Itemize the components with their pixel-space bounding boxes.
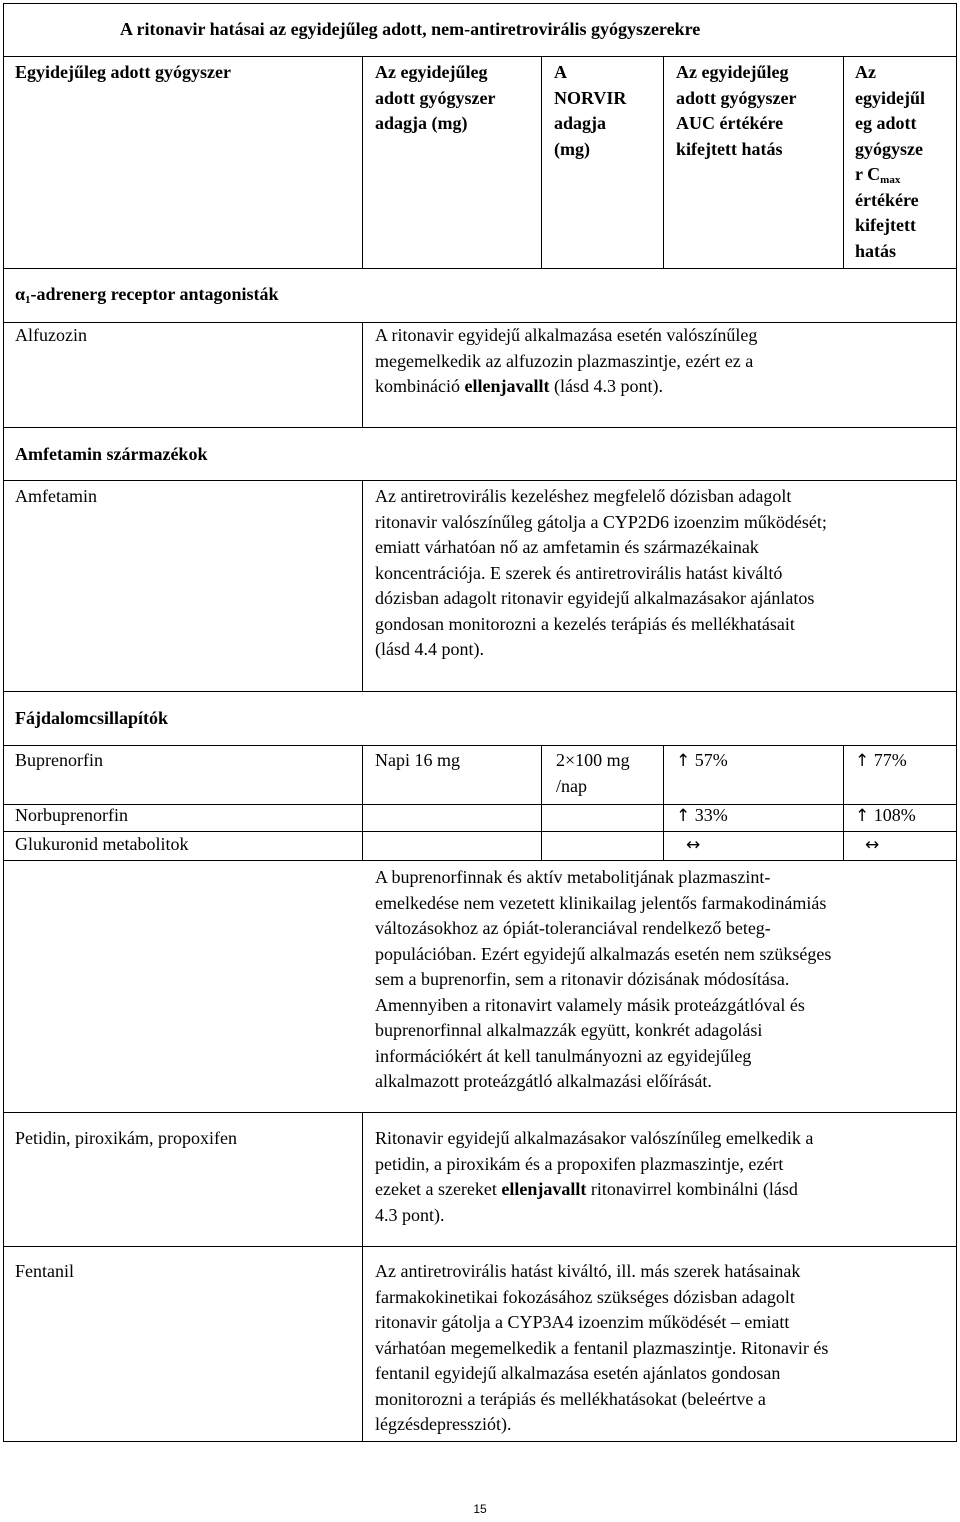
section-heading-alpha: $\alpha_1$-adrenerg receptor antagonisták <box>15 284 279 306</box>
drug-buprenorfin: Buprenorfin <box>15 750 103 770</box>
header-norvir-dose: A NORVIR adagja (mg) <box>554 62 627 159</box>
page-number: 15 <box>473 1502 487 1516</box>
cmax-buprenorfin: ↑ 77% <box>855 750 907 771</box>
note-alfuzozin: A ritonavir egyidejű alkalmazása esetén valószínűleg megemelkedik az alfuzozin plazmaszintje, ezért ez a kombináció ellenjavallt (lásd 4.3 pont). <box>375 325 758 396</box>
arrow-up-icon: ↑ <box>676 806 691 826</box>
auc-glukuronid <box>686 832 700 859</box>
arrow-up-icon: ↑ <box>676 751 691 771</box>
cmax-norbuprenorfin: ↑ 108% <box>855 805 916 826</box>
header-auc-effect: Az egyidejűleg adott gyógyszer AUC értékére kifejtett hatás <box>676 62 797 159</box>
header-cmax-effect: Az egyidejűl eg adott gyógysze r $C_{max}$ értékére kifejtett hatás <box>855 62 925 261</box>
drug-alfuzozin: Alfuzozin <box>15 325 87 345</box>
drug-petidin: Petidin, piroxikám, propoxifen <box>15 1128 237 1148</box>
section-heading-amfetamin: Amfetamin származékok <box>15 444 208 464</box>
drug-norbuprenorfin: Norbuprenorfin <box>15 805 128 825</box>
arrow-up-icon: ↑ <box>855 806 870 826</box>
auc-buprenorfin: ↑ 57% <box>676 750 728 771</box>
dose-buprenorfin: Napi 16 mg <box>375 750 460 770</box>
arrow-up-icon: ↑ <box>855 751 870 771</box>
drug-fentanil: Fentanil <box>15 1261 74 1281</box>
section-heading-pain: Fájdalomcsillapítók <box>15 708 169 728</box>
arrow-both-icon: ↔ <box>686 835 701 855</box>
drug-amfetamin: Amfetamin <box>15 486 97 506</box>
note-amfetamin: Az antiretrovirális kezeléshez megfelelő dózisban adagolt ritonavir valószínűleg gátolja a CYP2D6 izoenzim működését; emiatt várhatóan nő az amfetamin és származékainak koncentrációja. E szerek és antiretrovirális hatást kiváltó dózisban adagolt ritonavir egyidejű alkalmazásakor ajánlatos gondosan monitorozni a kezelés terápiás és mellékhatásait (lásd 4.4 pont). <box>375 486 827 659</box>
table-title: A ritonavir hatásai az egyidejűleg adott, nem-antiretrovirális gyógyszerekre <box>120 19 701 39</box>
note-fentanil: Az antiretrovirális hatást kiváltó, ill. más szerek hatásainak farmakokinetikai fokozásához szükséges dózisban adagolt ritonavir gátolja a CYP3A4 izoenzim működését – emiatt várhatóan megemelkedik a fentanil plazmaszintje. Ritonavir és fentanil egyidejű alkalmazása esetén ajánlatos gondosan monitorozni a terápiás és mellékhatásokat (beleértve a légzésdepressziót). <box>375 1261 829 1434</box>
norvir-dose-buprenorfin: 2×100 mg /nap <box>556 750 630 796</box>
note-petidin: Ritonavir egyidejű alkalmazásakor valószínűleg emelkedik a petidin, a piroxikám és a propoxifen plazmaszintje, ezért ezeket a szereket ellenjavallt ritonavirrel kombinálni (lásd 4.3 pont). <box>375 1128 814 1225</box>
drug-glukuronid: Glukuronid metabolitok <box>15 834 189 854</box>
header-drug: Egyidejűleg adott gyógyszer <box>15 62 231 82</box>
note-buprenorfin: A buprenorfinnak és aktív metabolitjának plazmaszint- emelkedése nem vezetett klinikailag jelentős farmakodinámiás változásokhoz az ópiát-toleranciával rendelkező beteg- populációban. Ezért egyidejű alkalmazás esetén nem szükséges sem a buprenorfin, sem a ritonavir dózisának módosítása. Amennyiben a ritonavirt valamely másik proteázgátlóval és buprenorfinnal alkalmazzák együtt, konkrét adagolási információkért át kell tanulmányozni az egyidejűleg alkalmazott proteázgátló alkalmazási előírását. <box>375 867 832 1091</box>
header-dose: Az egyidejűleg adott gyógyszer adagja (mg) <box>375 62 496 133</box>
arrow-both-icon: ↔ <box>865 835 880 855</box>
auc-norbuprenorfin: ↑ 33% <box>676 805 728 826</box>
cmax-glukuronid <box>865 832 879 859</box>
